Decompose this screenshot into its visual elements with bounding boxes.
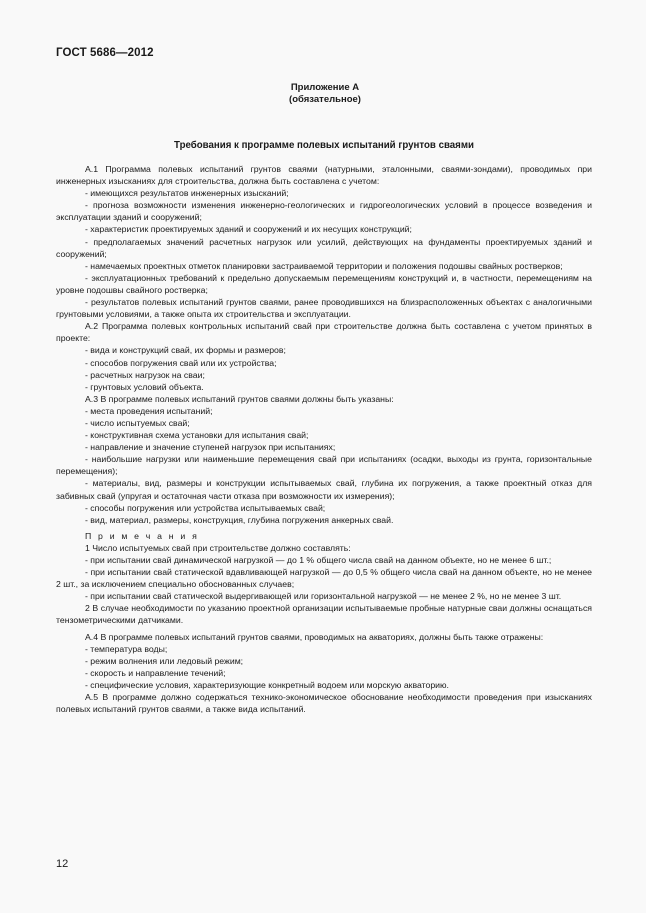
list-item: - направление и значение ступеней нагрузок при испытаниях; — [85, 442, 336, 453]
list-item: - число испытуемых свай; — [85, 417, 190, 428]
appendix-status: (обязательное) — [289, 94, 361, 105]
list-item: - способов погружения свай или их устройства; — [85, 357, 277, 368]
list-item: - намечаемых проектных отметок планировки застраиваемой территории и положения подошвы свайных ростверков; — [85, 260, 563, 271]
document-header: ГОСТ 5686—2012 — [56, 47, 154, 59]
section-title: Требования к программе полевых испытаний грунтов сваями — [174, 140, 474, 151]
document-body — [56, 163, 592, 715]
paragraph: А.4 В программе полевых испытаний грунтов сваями, проводимых на акваториях, должны быть также отражены: — [85, 631, 544, 642]
list-item: - эксплуатационных требований к предельно допускаемым перемещениям конструкций и, в частности, перемещениям на уровне подошвы свайного ростверка; — [56, 272, 592, 295]
list-item: - предполагаемых значений расчетных нагрузок или усилий, действующих на фундаменты проектируемых зданий и сооружений; — [56, 236, 592, 259]
list-item: - места проведения испытаний; — [85, 405, 213, 416]
list-item: - режим волнения или ледовый режим; — [85, 655, 244, 666]
list-item: - наибольшие нагрузки или наименьшие перемещения свай при испытаниях (осадки, выходы из грунта, горизонтальные перемещения); — [56, 454, 592, 477]
list-item: - вида и конструкций свай, их формы и размеров; — [85, 345, 286, 356]
appendix-label: Приложение А — [290, 82, 360, 93]
list-item: - способы погружения или устройства испытываемых свай; — [85, 502, 326, 513]
paragraph: А.5 В программе должно содержаться технико-экономическое обоснование необходимости проведения при изысканиях полевых испытаний грунтов сваями, а также вида испытаний. — [56, 692, 592, 715]
list-item: - расчетных нагрузок на сваи; — [85, 369, 205, 380]
note-item: 2 В случае необходимости по указанию проектной организации испытываемые пробные натурные сваи должны оснащаться тензометрическими датчиками. — [56, 603, 592, 626]
list-item: - материалы, вид, размеры и конструкции испытываемых свай, глубина их погружения, а также проектный отказ для забивных свай (упругая и остаточная части отказа при возможности их измерения); — [56, 478, 592, 501]
list-item: - вид, материал, размеры, конструкция, глубина погружения анкерных свай. — [85, 514, 394, 525]
notes-heading: П р и м е ч а н и я — [85, 530, 199, 541]
list-item: - специфические условия, характеризующие конкретный водоем или морскую акваторию. — [85, 679, 449, 690]
list-item: - грунтовых условий объекта. — [85, 381, 204, 392]
list-item: - скорость и направление течений; — [85, 667, 226, 678]
list-item: - прогноза возможности изменения инженерно-геологических и гидрогеологических условий в процессе возведения и эксплуатации зданий и сооружений; — [56, 200, 592, 223]
list-item: - результатов полевых испытаний грунтов сваями, ранее проводившихся на близрасположенных объектах с аналогичными грунтовыми условиями, а также опыта их строительства и эксплуатации. — [56, 297, 592, 320]
list-item: - температура воды; — [85, 643, 168, 654]
paragraph: А.1 Программа полевых испытаний грунтов сваями (натурными, эталонными, сваями-зондами), проводимых при инженерных изысканиях для строительства, должна быть составлена с учетом: — [56, 164, 592, 187]
paragraph: А.3 В программе полевых испытаний грунтов сваями должны быть указаны: — [85, 393, 394, 404]
paragraph: А.2 Программа полевых контрольных испытаний свай при строительстве должна быть составлена с учетом принятых в проекте: — [56, 321, 592, 344]
note-item: - при испытании свай статической выдергивающей или горизонтальной нагрузкой — не менее 2 %, но не менее 3 шт. — [85, 591, 562, 602]
note-item: - при испытании свай динамической нагрузкой — до 1 % общего числа свай на данном объекте, но не менее 6 шт.; — [85, 555, 552, 565]
list-item: - характеристик проектируемых зданий и сооружений и их несущих конструкций; — [85, 224, 412, 235]
list-item: - имеющихся результатов инженерных изысканий; — [85, 188, 289, 199]
note-item: - при испытании свай статической вдавливающей нагрузкой — до 0,5 % общего числа свай на данном объекте, но не менее 2 шт., за исключением специально обоснованных случаев; — [56, 567, 592, 590]
appendix-heading — [200, 82, 450, 106]
page-number: 12 — [56, 858, 69, 870]
note-item: 1 Число испытуемых свай при строительстве должно составлять: — [85, 542, 351, 553]
list-item: - конструктивная схема установки для испытания свай; — [85, 430, 309, 441]
